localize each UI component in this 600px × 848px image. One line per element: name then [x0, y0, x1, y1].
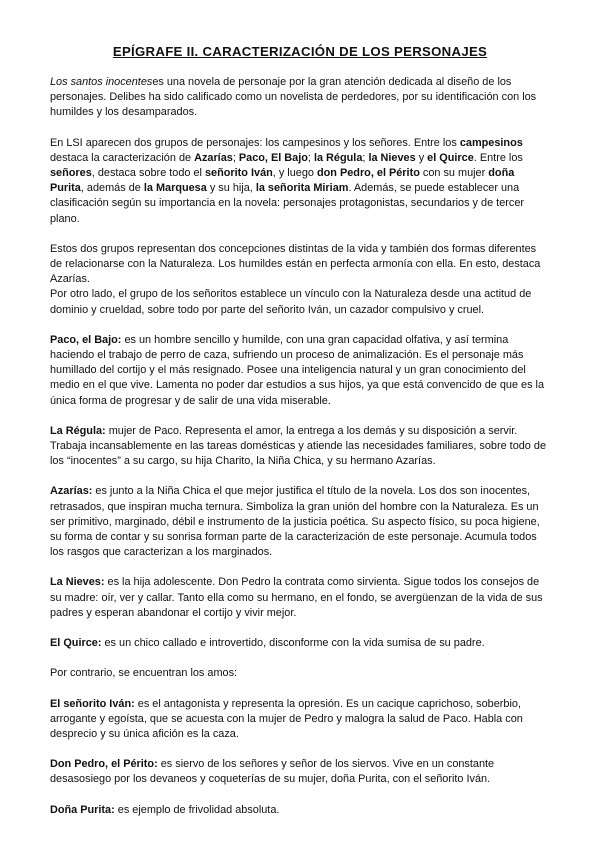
- character-quirce: [50, 636, 550, 651]
- character-name: La Régula:: [50, 424, 106, 437]
- character-regula: [50, 424, 550, 470]
- amos-intro: Por contrario, se encuentran los amos:: [50, 667, 238, 680]
- book-title: Los santos inocentes: [50, 76, 153, 88]
- groups-text: ;: [307, 151, 314, 164]
- character-description: es siervo de los señores y señor de los siervos. Vive en un constante desasosiego por los devaneos y coqueterías de su mujer, doña Purita, con el señorito Iván.: [50, 758, 495, 786]
- character-azarias: [50, 484, 550, 560]
- groups-text: , y luego: [272, 167, 317, 180]
- name-marquesa: la Marquesa: [143, 182, 207, 195]
- character-paco: [50, 333, 550, 409]
- name-purita: doña Purita: [50, 167, 515, 195]
- intro-text: es una novela de personaje por la gran atención dedicada al diseño de los personajes. Delibes ha sido calificado como un novelista de perdedores, por su identificación con los humildes y los desamparados.: [50, 76, 537, 119]
- groups-text: , destaca sobre todo el: [91, 167, 205, 180]
- character-name: Don Pedro, el Périto:: [50, 758, 158, 771]
- term-campesinos: campesinos: [459, 136, 523, 149]
- name-nieves: la Nieves: [368, 151, 416, 164]
- character-ivan: [50, 697, 550, 743]
- groups-text: , además de: [80, 182, 144, 195]
- character-description: mujer de Paco. Representa el amor, la entrega a los demás y su disposición a servir. Trabaja incansablemente en las tareas domésticas y atiende las necesidades familiares, sobre todo de los “inocentes” a su cargo, su hija Charito, la Niña Chica, y su hermano Azarías.: [50, 424, 547, 468]
- character-description: es el antagonista y representa la opresión. Es un cacique caprichoso, soberbio, arrogante y egoísta, que se acuesta con la mujer de Pedro y malogra la salud de Paco. Habla con desprecio y su única afición es la caza.: [50, 697, 523, 740]
- document-body: [50, 75, 550, 833]
- character-description: es la hija adolescente. Don Pedro la contrata como sirvienta. Sigue todos los consejos de su madre: oír, ver y callar. Tanto ella como su hermano, en el fondo, se avergüenzan de la vida de sus padres y esperan abandonar el cortijo y vivir mejor.: [50, 576, 543, 619]
- character-description: es junto a la Niña Chica el que mejor justifica el título de la novela. Los dos son inocentes, retrasados, que inspiran mucha ternura. Simboliza la gran unión del hombre con la Naturaleza. Es un ser primitivo, marginado, débil e instrumento de la justicia poética. Su aspecto físico, su poca higiene, su forma de contar y su sonrisa forman parte de la caracterización de este personaje. Acumula todos los rasgos que caracterizan a los marginados.: [50, 485, 540, 559]
- character-name: El señorito Iván:: [50, 697, 135, 710]
- character-nieves: [50, 575, 550, 621]
- character-purita: [50, 803, 550, 818]
- groups-text: . Entre los: [473, 151, 523, 164]
- groups-text: En LSI aparecen dos grupos de personajes: los campesinos y los señores. Entre los: [50, 136, 460, 149]
- groups-text: destaca la caracterización de: [50, 151, 195, 164]
- character-description: es un hombre sencillo y humilde, con una gran capacidad olfativa, y así termina haciendo el trabajo de perro de caza, sufriendo un proceso de animalización. Es el personaje más humillado del cortijo y el más resignado. Posee una inteligencia natural y un gran conocimiento del medio en el que vive. Lamenta no poder dar estudios a sus hijos, ya que está convencido de que es la única forma de progresar y de salir de una vida miserable.: [50, 333, 545, 407]
- name-paco: Paco, El Bajo: [238, 151, 308, 164]
- character-name: Paco, el Bajo:: [50, 333, 122, 346]
- name-quirce: el Quirce: [427, 151, 474, 164]
- name-pedro: don Pedro, el Périto: [316, 167, 420, 180]
- name-miriam: la señorita Miriam: [255, 182, 349, 195]
- name-azarias: Azarías: [194, 151, 233, 164]
- groups-text: con su mujer: [419, 167, 489, 180]
- character-name: El Quirce:: [50, 637, 102, 650]
- character-description: es un chico callado e introvertido, disconforme con la vida sumisa de su padre.: [101, 637, 485, 650]
- term-senores: señores: [50, 167, 92, 180]
- character-pedro: [50, 757, 550, 787]
- groups-text: . Además, se puede establecer una clasificación según su importancia en la novela: personajes protagonistas, secundarios y de tercer plano.: [50, 182, 525, 225]
- groups-text: ;: [362, 151, 369, 164]
- character-name: Doña Purita:: [50, 803, 115, 816]
- concepciones-paragraph-1: Estos dos grupos representan dos concepciones distintas de la vida y también dos formas diferentes de relacionarse con la Naturaleza. Los humildes están en perfecta armonía con ella. En esto, destaca Azarías.: [50, 242, 541, 286]
- name-regula: la Régula: [313, 151, 363, 164]
- groups-text: ;: [232, 151, 239, 164]
- groups-text: y su hija,: [206, 182, 256, 195]
- page-title: EPÍGRAFE II. CARACTERIZACIÓN DE LOS PERSONAJES: [112, 44, 488, 59]
- character-description: es ejemplo de frivolidad absoluta.: [114, 803, 280, 816]
- character-name: La Nieves:: [50, 576, 105, 589]
- intro-paragraph: [50, 75, 550, 121]
- concepciones-paragraph-2: Por otro lado, el grupo de los señoritos establece un vínculo con la Naturaleza desde una actitud de dominio y crueldad, sobre todo por parte del señorito Iván, un cazador compulsivo y cruel.: [50, 288, 532, 316]
- character-name: Azarías:: [50, 485, 93, 498]
- groups-text: y: [415, 151, 428, 164]
- name-ivan: señorito Iván: [205, 167, 273, 180]
- groups-paragraph: [50, 136, 550, 227]
